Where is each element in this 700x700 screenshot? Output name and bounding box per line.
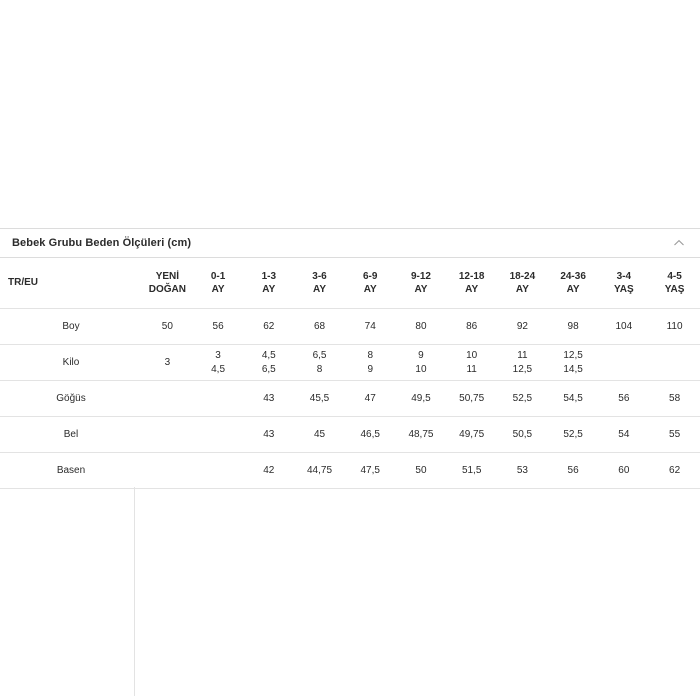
table-cell [649,345,700,381]
row-label: Bel [0,417,142,453]
cell-value-primary: 45,5 [309,392,330,404]
table-cell [142,345,193,381]
table-cell [193,381,244,417]
table-cell [497,453,548,489]
table-cell [294,453,345,489]
table-cell [497,309,548,345]
cell-value-primary: 62 [263,320,275,332]
cell-value-primary: 12,5 [563,350,583,361]
column-header-line1: 0-1 [210,270,226,282]
column-header-line2: YAŞ [664,284,685,295]
column-header-line2: AY [211,284,225,295]
column-header [598,258,649,309]
column-header-line2: DOĞAN [148,284,186,295]
header-row-label [0,258,142,309]
table-cell [142,417,193,453]
size-chart-panel [0,228,700,489]
table-cell [294,417,345,453]
table-row [0,417,700,453]
cell-value-primary: 56 [567,464,579,476]
table-cell [243,345,294,381]
table-cell [345,453,396,489]
cell-value-primary: 56 [212,320,224,332]
table-row [0,453,700,489]
cell-value-primary: 54,5 [563,392,583,404]
column-header [446,258,497,309]
table-cell [294,309,345,345]
cell-value-secondary: 10 [415,363,427,375]
table-cell [396,345,447,381]
cell-value-primary: 51,5 [461,464,482,476]
cell-value-primary: 56 [618,392,630,404]
column-header-line1: 3-6 [312,270,327,282]
cell-value-secondary: 14,5 [563,363,583,375]
cell-value-primary: 50,5 [512,428,533,440]
column-header-line1: 12-18 [458,270,485,282]
cell-value-primary: 58 [669,392,681,404]
cell-value-primary: 68 [313,320,326,332]
column-header-line1: YENİ [155,270,180,282]
table-cell [345,381,396,417]
table-cell [598,309,649,345]
cell-value-primary: 44,75 [307,464,333,476]
table-cell [598,381,649,417]
cell-value-primary: 11 [517,350,528,361]
table-cell [396,309,447,345]
table-cell [649,453,700,489]
column-header-line2: AY [313,284,326,295]
column-header [345,258,396,309]
column-header-line1: 18-24 [509,270,536,282]
size-table [0,258,700,489]
table-cell [294,381,345,417]
cell-value-primary: 54 [618,428,630,440]
table-cell [598,345,649,381]
table-cell [243,453,294,489]
row-label: Kilo [0,345,142,381]
column-header [396,258,447,309]
cell-value-secondary: 11 [466,363,477,375]
table-cell [497,381,548,417]
column-header-line1: 6-9 [363,270,378,282]
table-cell [548,417,599,453]
cell-value-primary: 48,75 [408,428,434,440]
table-cell [497,417,548,453]
cell-value-secondary: 9 [367,363,374,375]
table-cell [446,345,497,381]
cell-value-primary: 110 [666,320,683,332]
column-divider [134,487,135,696]
table-cell [598,417,649,453]
cell-value-primary: 9 [418,350,424,361]
row-label: Basen [0,453,142,489]
column-header-line1: 4-5 [667,270,682,282]
column-header [294,258,345,309]
table-cell [142,309,193,345]
table-row [0,345,700,381]
cell-value-primary: 3 [164,356,171,368]
cell-value-primary: 8 [367,350,374,361]
table-cell [193,309,244,345]
table-row [0,381,700,417]
chevron-up-icon[interactable] [672,236,686,250]
table-head [0,258,700,309]
cell-value-primary: 50,75 [459,392,485,404]
table-cell [396,417,447,453]
cell-value-primary: 80 [415,320,427,332]
cell-value-primary: 50 [415,464,427,476]
cell-value-primary: 42 [263,464,275,476]
column-header [497,258,548,309]
cell-value-primary: 74 [364,320,376,332]
cell-value-secondary: 12,5 [512,363,533,375]
column-header [548,258,599,309]
table-cell [193,345,244,381]
table-cell [142,453,193,489]
table-cell [548,453,599,489]
cell-value-primary: 49,5 [411,392,431,404]
column-header-line2: AY [515,284,529,295]
column-header-line1: 1-3 [261,270,277,282]
cell-value-primary: 47,5 [360,464,380,476]
cell-value-primary: 4,5 [261,350,276,361]
row-label: Boy [0,309,142,345]
column-header-line1: 9-12 [410,270,431,282]
table-cell [649,309,700,345]
cell-value-primary: 92 [516,320,528,332]
cell-value-primary: 62 [669,464,681,476]
table-cell [243,381,294,417]
cell-value-primary: 45 [313,428,326,440]
cell-value-primary: 49,75 [459,428,485,440]
panel-header[interactable] [0,228,700,258]
cell-value-primary: 53 [516,464,528,476]
cell-value-primary: 10 [466,350,478,361]
table-cell [446,381,497,417]
table-cell [142,381,193,417]
table-cell [243,309,294,345]
table-cell [193,417,244,453]
cell-value-primary: 43 [263,428,275,440]
column-header-line1: 24-36 [560,270,586,282]
cell-value-secondary: 6,5 [261,363,276,375]
column-header-line2: AY [566,284,580,295]
table-cell [446,453,497,489]
table-cell [649,417,700,453]
cell-value-primary: 50 [161,320,173,332]
table-cell [446,309,497,345]
table-header-row [0,258,700,309]
cell-value-primary: 3 [215,350,221,361]
column-header [243,258,294,309]
cell-value-primary: 43 [263,392,275,404]
column-header-line1: 3-4 [616,270,632,282]
cell-value-primary: 52,5 [563,428,583,440]
table-cell [649,381,700,417]
cell-value-primary: 98 [567,320,579,332]
header-row-label-text: TR/EU [8,277,38,289]
cell-value-primary: 55 [669,428,681,440]
column-header-line2: AY [465,284,479,295]
column-header-line2: YAŞ [614,284,634,295]
table-cell [345,309,396,345]
table-cell [548,309,599,345]
column-header-line2: AY [414,284,428,295]
column-header [649,258,700,309]
table-cell [243,417,294,453]
table-cell [345,345,396,381]
table-cell [396,381,447,417]
table-cell [294,345,345,381]
cell-value-primary: 52,5 [512,392,533,404]
table-cell [396,453,447,489]
cell-value-primary: 104 [615,320,633,332]
column-header-line2: AY [363,284,377,295]
column-header [142,258,193,309]
cell-value-primary: 46,5 [360,428,380,440]
cell-value-secondary: 8 [316,363,323,375]
table-cell [345,417,396,453]
table-row [0,309,700,345]
column-header [193,258,244,309]
cell-value-primary: 47 [364,392,376,404]
table-cell [548,381,599,417]
cell-value-secondary: 4,5 [211,363,226,375]
table-body [0,309,700,489]
table-cell [193,453,244,489]
panel-title: Bebek Grubu Beden Ölçüleri (cm) [12,237,192,249]
cell-value-primary: 60 [618,464,630,476]
row-label: Göğüs [0,381,142,417]
column-header-line2: AY [262,284,276,295]
table-cell [446,417,497,453]
cell-value-primary: 86 [466,320,478,332]
table-cell [548,345,599,381]
table-cell [497,345,548,381]
cell-value-primary: 6,5 [312,350,327,361]
table-cell [598,453,649,489]
